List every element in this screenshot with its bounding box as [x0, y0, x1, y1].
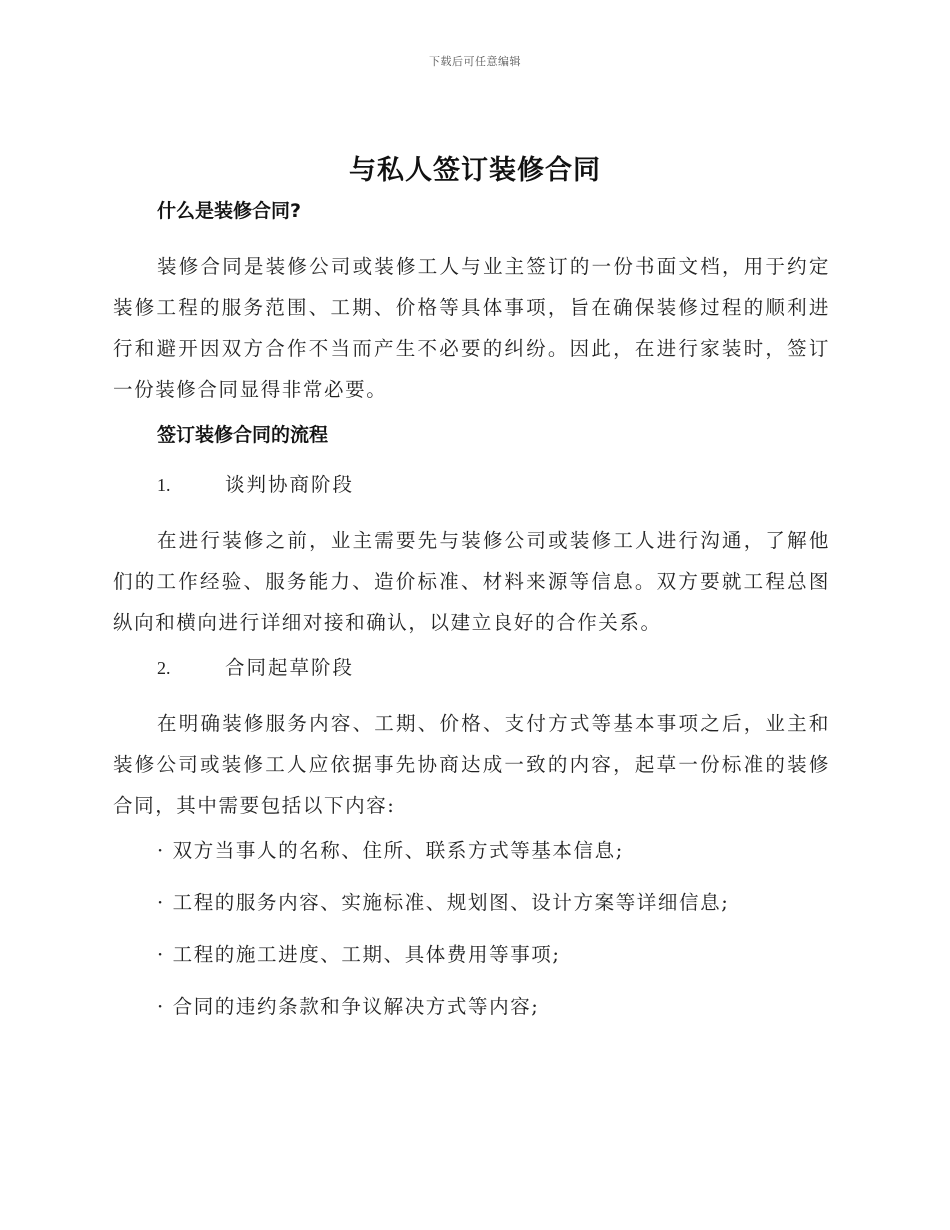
step-number: 1.	[157, 475, 171, 495]
document-body	[113, 196, 830, 1044]
step-2-heading	[113, 653, 830, 683]
step-number: 2.	[157, 658, 171, 678]
section-heading-what-is-contract: 什么是装修合同?	[157, 200, 302, 222]
paragraph-step-1: 在进行装修之前，业主需要先与装修公司或装修工人进行沟通，了解他们的工作经验、服务能力、造价标准、材料来源等信息。双方要就工程总图纵向和横向进行详细对接和确认，以建立良好的合作关系。	[113, 529, 830, 634]
paragraph-step-2: 在明确装修服务内容、工期、价格、支付方式等基本事项之后，业主和装修公司或装修工人应依据事先协商达成一致的内容，起草一份标准的装修合同，其中需要包括以下内容:	[113, 712, 830, 817]
paragraph-definition: 装修合同是装修公司或装修工人与业主签订的一份书面文档，用于约定装修工程的服务范围、工期、价格等具体事项，旨在确保装修过程的顺利进行和避开因双方合作不当而产生不必要的纠纷。因此，在进行家装时，签订一份装修合同显得非常必要。	[113, 255, 830, 401]
bullet-item: · 工程的服务内容、实施标准、规划图、设计方案等详细信息;	[157, 891, 730, 914]
step-label: 合同起草阶段	[225, 656, 355, 679]
header-note: 下载后可任意编辑	[429, 55, 521, 68]
bullet-item: · 双方当事人的名称、住所、联系方式等基本信息;	[157, 839, 624, 862]
step-1-heading	[113, 470, 830, 500]
document-title: 与私人签订装修合同	[349, 155, 601, 186]
step-label: 谈判协商阶段	[225, 473, 355, 496]
bullet-item: · 合同的违约条款和争议解决方式等内容;	[157, 995, 540, 1018]
section-heading-signing-process: 签订装修合同的流程	[157, 424, 329, 446]
bullet-item: · 工程的施工进度、工期、具体费用等事项;	[157, 943, 561, 966]
